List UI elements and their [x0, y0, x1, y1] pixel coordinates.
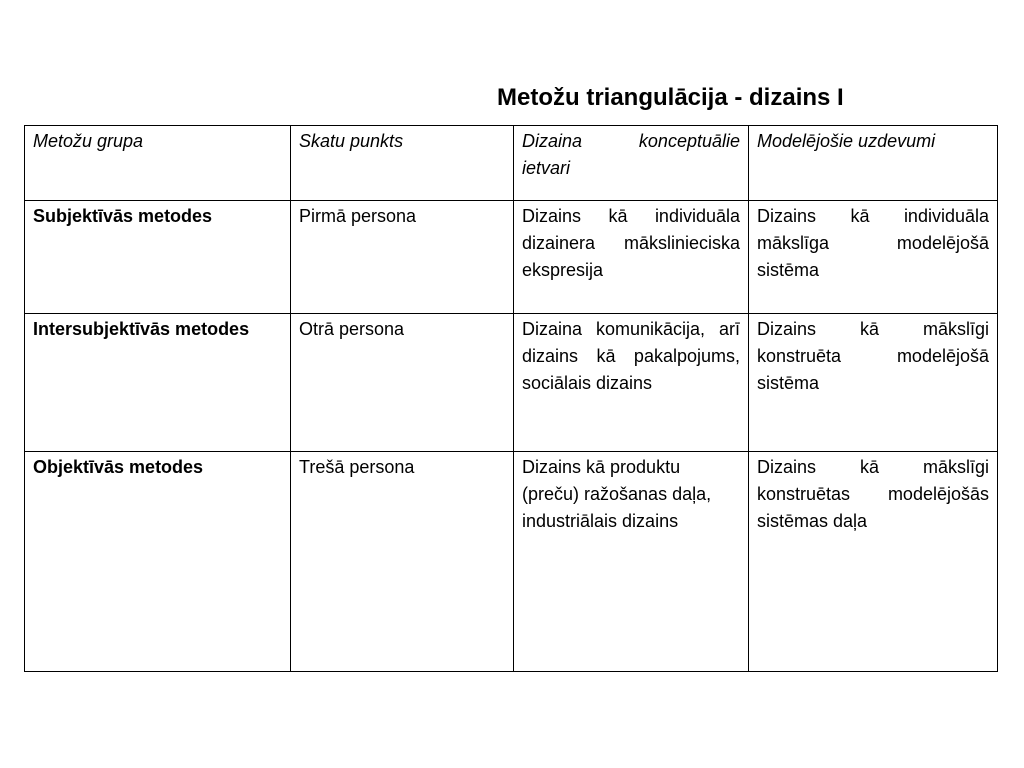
- framework-cell: Dizaina komunikācija, arī dizains kā pakalpojums, sociālais dizains: [514, 314, 749, 452]
- header-cell-framework: Dizaina konceptuālie ietvari: [514, 126, 749, 201]
- method-group-cell: Objektīvās metodes: [25, 452, 291, 672]
- framework-cell: Dizains kā individuāla dizainera mākslinieciska ekspresija: [514, 201, 749, 314]
- page-title: Metožu triangulācija - dizains I: [497, 84, 844, 111]
- viewpoint-cell: Pirmā persona: [291, 201, 514, 314]
- header-cell-viewpoint: Skatu punkts: [291, 126, 514, 201]
- header-cell-method-group: Metožu grupa: [25, 126, 291, 201]
- method-group-cell: Subjektīvās metodes: [25, 201, 291, 314]
- table-row: [25, 452, 998, 672]
- methods-table: [24, 125, 998, 672]
- modeling-task-cell: Dizains kā mākslīgi konstruētas modelējošās sistēmas daļa: [749, 452, 998, 672]
- viewpoint-cell: Otrā persona: [291, 314, 514, 452]
- header-cell-modeling-tasks: Modelējošie uzdevumi: [749, 126, 998, 201]
- viewpoint-cell: Trešā persona: [291, 452, 514, 672]
- modeling-task-cell: Dizains kā individuāla mākslīga modelējošā sistēma: [749, 201, 998, 314]
- table-row: [25, 201, 998, 314]
- table-header-row: [25, 126, 998, 201]
- method-group-cell: Intersubjektīvās metodes: [25, 314, 291, 452]
- modeling-task-cell: Dizains kā mākslīgi konstruēta modelējošā sistēma: [749, 314, 998, 452]
- table-row: [25, 314, 998, 452]
- framework-cell: Dizains kā produktu (preču) ražošanas daļa, industriālais dizains: [514, 452, 749, 672]
